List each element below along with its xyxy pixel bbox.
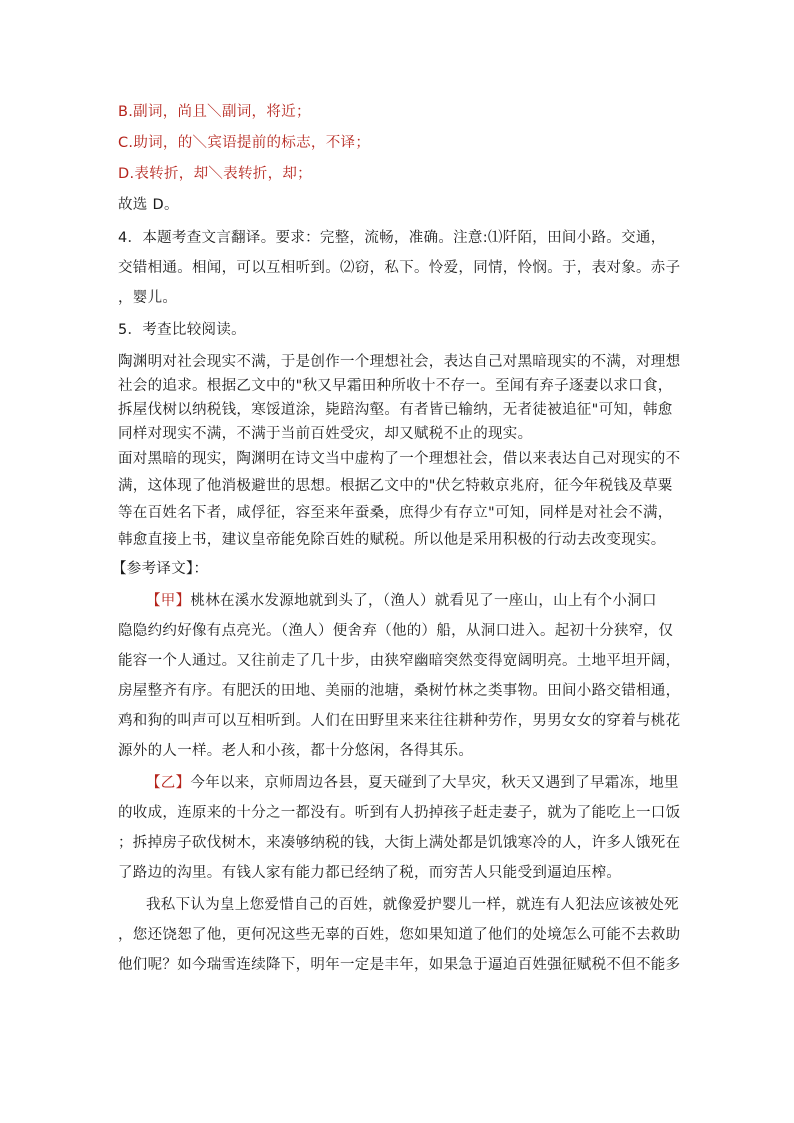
jia-tag: 【甲】 — [146, 593, 191, 609]
last-first-line: 我私下认为皇上您爱惜自己的百姓，就像爱护婴儿一样，就连有人犯法应该被处死 — [146, 897, 679, 913]
jia-first-text: 桃林在溪水发源地就到头了，（渔人）就看见了一座山，山上有个小洞口 — [190, 593, 657, 609]
q5-para2-line: 面对黑暗的现实，陶渊明在诗文当中虚构了一个理想社会，借以来表达自己对现实的不 — [118, 451, 681, 467]
q4-line-3: ，婴儿。 — [118, 290, 178, 306]
q4-line-2: 交错相通。相闻，可以互相听到。⑵窃，私下。怜爱，同情，怜悯。于，表对象。赤子 — [118, 260, 681, 276]
jia-line: 鸡和狗的叫声可以互相听到。人们在田野里来来往往耕种劳作，男男女女的穿着与桃花 — [118, 713, 681, 729]
q5-para2-line: 韩愈直接上书，建议皇帝能免除百姓的赋税。所以他是采用积极的行动去改变现实。 — [118, 532, 666, 548]
q4-line-1: 4．本题考查文言翻译。要求：完整，流畅，准确。注意:⑴阡陌，田间小路。交通， — [118, 230, 666, 246]
jia-first-line — [146, 590, 678, 612]
jia-line: 能容一个人通过。又往前走了几十步，由狭窄幽暗突然变得宽阔明亮。土地平坦开阔， — [118, 653, 681, 669]
q5-para1-line: 陶渊明对社会现实不满，于是创作一个理想社会，表达自己对黑暗现实的不满，对理想 — [118, 354, 681, 370]
yi-line: 了路边的沟里。有钱人家有能力都已经纳了税，而穷苦人只能受到逼迫压榨。 — [118, 865, 622, 881]
q5-para1-line: 同样对现实不满，不满于当前百姓受灾，却又赋税不止的现实。 — [118, 426, 533, 442]
q5-title: 5．考查比较阅读。 — [118, 322, 246, 338]
answer-option-d: D.表转折，却＼表转折，却； — [118, 166, 312, 182]
yi-tag: 【乙】 — [146, 775, 191, 791]
q5-para2-line: 等在百姓名下者，咸俘征，容至来年蚕桑，庶得少有存立"可知，同样是对社会不满， — [118, 505, 673, 521]
yi-first-text: 今年以来，京师周边各县，夏天碰到了大旱灾，秋天又遇到了早霜冻，地里 — [190, 775, 679, 791]
jia-line: 隐隐约约好像有点亮光。（渔人）便舍弃（他的）船，从洞口进入。起初十分狭窄，仅 — [118, 623, 674, 639]
answer-choice-text: 故选 D。 — [118, 197, 179, 213]
q5-para1-line: 拆屋伐树以纳税钱，寒馁道涂，毙踣沟壑。有者皆已输纳，无者徒被追征"可知，韩愈 — [118, 402, 673, 418]
answer-option-b: B.副词，尚且＼副词，将近； — [118, 104, 311, 120]
reference-heading: 【参考译文】： — [112, 561, 209, 577]
jia-line: 房屋整齐有序。有肥沃的田地、美丽的池塘，桑树竹林之类事物。田间小路交错相通， — [118, 683, 681, 699]
q5-para1-line: 社会的追求。根据乙文中的"秋又早霜田种所收十不存一。至闻有弃子逐妻以求口食， — [118, 378, 673, 394]
yi-line: ；拆掉房子砍伐树木，来凑够纳税的钱，大街上满处都是饥饿寒冷的人，许多人饿死在 — [118, 835, 681, 851]
yi-line: 的收成，连原来的十分之一都没有。听到有人扔掉孩子赶走妻子，就为了能吃上一口饭 — [118, 805, 681, 821]
answer-choice — [118, 194, 678, 216]
jia-line: 源外的人一样。老人和小孩，都十分悠闲，各得其乐。 — [118, 743, 474, 759]
yi-first-line — [146, 772, 678, 794]
answer-option-c: C.助词，的＼宾语提前的标志，不译； — [118, 135, 371, 151]
last-line: 他们呢？如今瑞雪连续降下，明年一定是丰年，如果急于逼迫百姓强征赋税不但不能多 — [118, 957, 681, 973]
q5-para2-line: 满，这体现了他消极避世的思想。根据乙文中的"伏乞特敕京兆府，征今年税钱及草粟 — [118, 478, 673, 494]
last-line: ，您还饶恕了他，更何况这些无辜的百姓，您如果知道了他们的处境怎么可能不去救助 — [118, 927, 681, 943]
